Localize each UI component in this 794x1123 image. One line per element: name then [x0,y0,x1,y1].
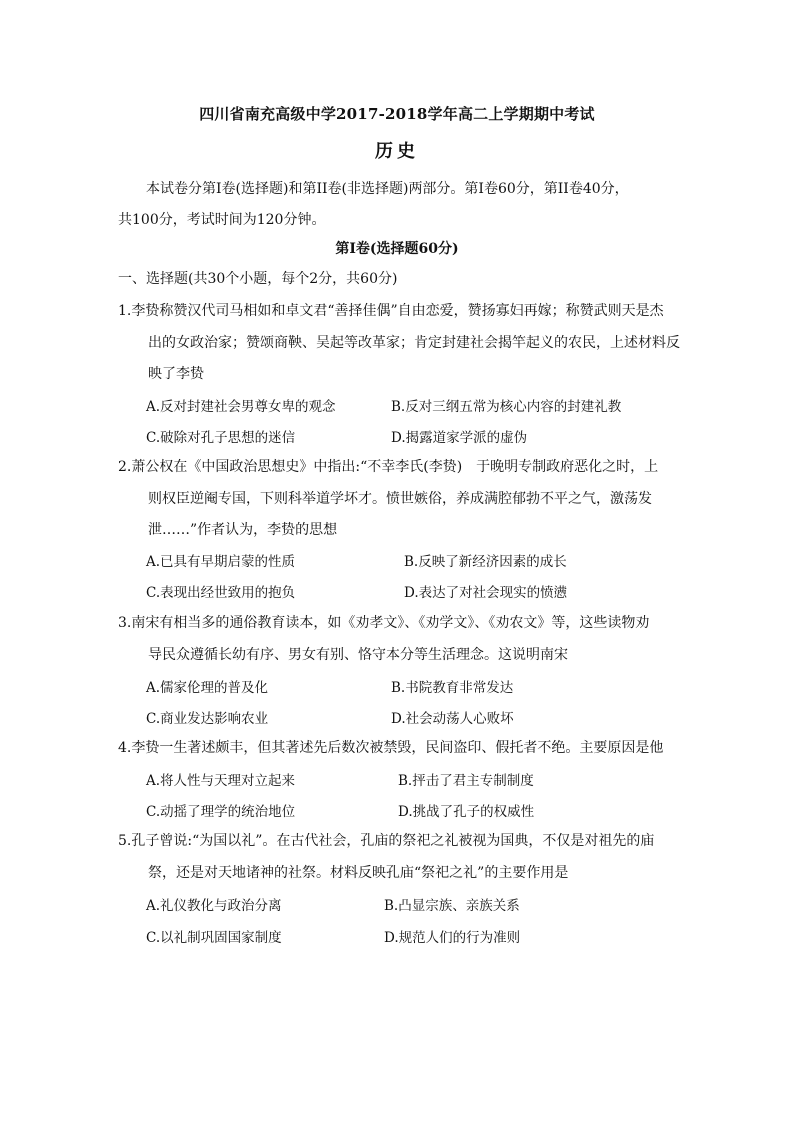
question-3-line-1: 3.南宋有相当多的通俗教育读本，如《劝孝文》、《劝学文》、《劝农文》等，这些读物劝 [118,615,650,631]
option-b[interactable]: B.抨击了君主专制制度 [398,773,534,789]
exam-instructions [118,174,678,236]
question-2-line-2: 则权臣逆阉专国，下则科举道学坏才。愤世嫉俗，养成满腔郁勃不平之气，激荡发 [148,490,652,507]
option-a[interactable]: A.礼仪教化与政治分离 [146,898,282,914]
option-d[interactable]: D.挑战了孔子的权威性 [398,804,535,820]
option-b[interactable]: B.凸显宗族、亲族关系 [384,898,520,914]
question-2 [118,452,688,547]
question-1 [118,296,688,391]
question-4 [118,733,688,765]
option-a[interactable]: A.已具有早期启蒙的性质 [146,554,296,570]
option-c[interactable]: C.商业发达影响农业 [146,711,269,727]
question-2-line-3: 泄……”作者认为，李贽的思想 [148,522,338,538]
question-5-line-1: 5.孔子曾说:“为国以礼”。在古代社会，孔庙的祭祀之礼被视为国典，不仅是对祖先的庙 [118,833,655,849]
option-c[interactable]: C.破除对孔子思想的迷信 [146,430,296,446]
question-1-line-1: 1.李贽称赞汉代司马相如和卓文君“善择佳偶”自由恋爱，赞扬寡妇再嫁；称赞武则天是杰 [118,303,664,319]
option-c[interactable]: C.表现出经世致用的抱负 [146,585,296,601]
option-c[interactable]: C.以礼制巩固国家制度 [146,930,282,946]
question-1-line-3: 映了李贽 [148,366,204,382]
section-title: 第Ⅰ卷(选择题60分) [335,241,459,257]
instructions-line-2: 共100分，考试时间为120分钟。 [118,212,326,228]
option-d[interactable]: D.社会动荡人心败坏 [391,711,514,727]
option-a[interactable]: A.儒家伦理的普及化 [146,680,269,696]
subject-title: 历史 [375,141,419,162]
option-a[interactable]: A.将人性与天理对立起来 [146,773,296,789]
question-3 [118,608,688,671]
option-d[interactable]: D.规范人们的行为准则 [384,930,521,946]
exam-title: 四川省南充高级中学2017-2018学年高二上学期期中考试 [199,105,595,123]
part-heading: 一、选择题(共30个小题，每个2分，共60分) [118,271,398,287]
option-c[interactable]: C.动摇了理学的统治地位 [146,804,296,820]
option-b[interactable]: B.反对三纲五常为核心内容的封建礼教 [391,399,622,415]
option-d[interactable]: D.揭露道家学派的虚伪 [391,430,528,446]
instructions-line-1: 本试卷分第Ⅰ卷(选择题)和第II卷(非选择题)两部分。第Ⅰ卷60分，第II卷40分， [146,181,629,197]
question-4-line-1: 4.李贽一生著述颇丰，但其著述先后数次被禁毁，民间盗印、假托者不绝。主要原因是他 [118,740,664,756]
option-b[interactable]: B.反映了新经济因素的成长 [404,554,567,570]
question-1-line-2: 出的女政治家；赞颂商鞅、吴起等改革家；肯定封建社会揭竿起义的农民，上述材料反 [148,334,680,351]
question-5-line-2: 祭，还是对天地诸神的社祭。材料反映孔庙“祭祀之礼”的主要作用是 [148,864,569,881]
option-d[interactable]: D.表达了对社会现实的愤懑 [404,585,568,601]
question-2-line-1: 2.萧公权在《中国政治思想史》中指出:“不幸李氏(李贽) 于晚明专制政府恶化之时，上 [118,459,659,475]
question-5 [118,826,688,889]
option-a[interactable]: A.反对封建社会男尊女卑的观念 [146,399,336,415]
question-3-line-2: 导民众遵循长幼有序、男女有别、恪守本分等生活理念。这说明南宋 [148,646,568,663]
option-b[interactable]: B.书院教育非常发达 [391,680,514,696]
